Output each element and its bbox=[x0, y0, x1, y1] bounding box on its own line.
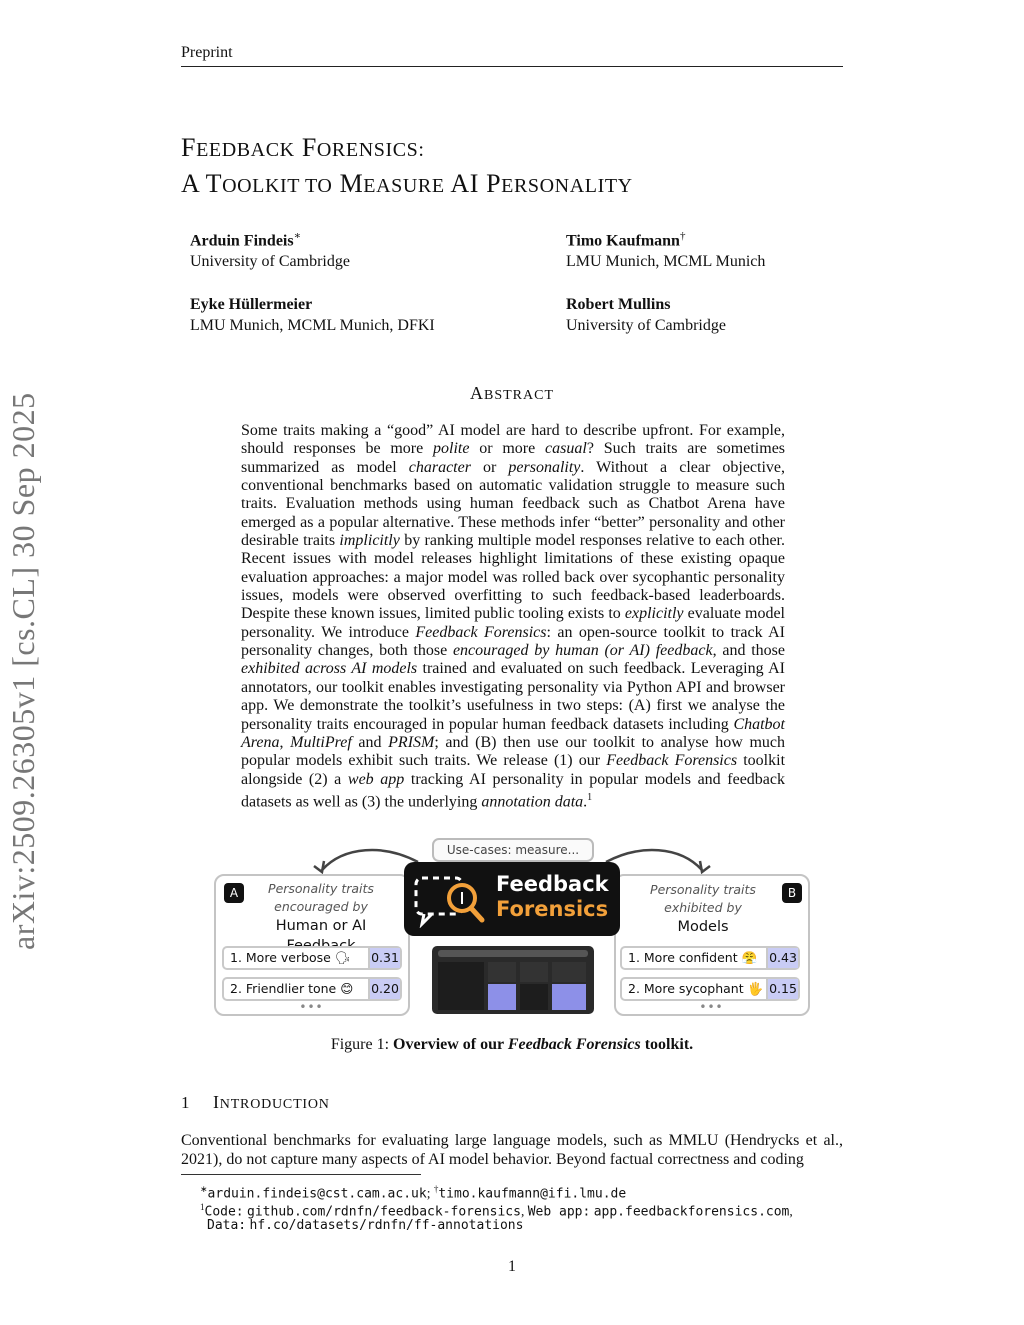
screenshot-urlbar bbox=[438, 950, 588, 957]
logo-line-1: Feedback bbox=[496, 872, 609, 896]
abstract-emph: implicitly bbox=[339, 532, 400, 550]
abstract-text: or more bbox=[469, 440, 546, 458]
feedback-forensics-logo bbox=[404, 862, 620, 936]
abstract-emph: polite bbox=[433, 440, 470, 458]
arxiv-stamp: arXiv:2509.26305v1 [cs.CL] 30 Sep 2025 bbox=[5, 392, 41, 950]
abstract-emph: annotation data bbox=[481, 793, 584, 811]
page-number: 1 bbox=[508, 1258, 516, 1275]
footnote-1: $^1$Code: github.com/rdnfn/feedback-forensics, Web app: app.feedbackforensics.com, bbox=[200, 1202, 793, 1220]
title-line-2: A TOOLKIT TO MEASURE AI PERSONALITY bbox=[181, 169, 633, 198]
author-name: Eyke Hüllermeier bbox=[190, 296, 313, 313]
panel-a-row-2 bbox=[222, 977, 402, 1001]
author-name: Arduin Findeis bbox=[190, 232, 294, 250]
arrow-left bbox=[322, 850, 418, 870]
panel-a-heading bbox=[246, 880, 396, 956]
abstract-emph: Feedback Forensics bbox=[415, 623, 547, 641]
panel-b bbox=[614, 874, 810, 1016]
fn-sep: ; bbox=[426, 1185, 431, 1201]
panel-b-caption-1: Personality traits bbox=[650, 882, 756, 897]
email-2[interactable]: timo.kaufmann@ifi.lmu.de bbox=[438, 1186, 627, 1202]
abstract-emph: Feedback Forensics bbox=[606, 752, 738, 770]
fn-mark: ∗ bbox=[200, 1184, 208, 1194]
arrow-right-head bbox=[700, 861, 710, 872]
abstract-text: . Without a clear objective, conventional benchmarks based on automatic validation struggle to measure such traits. Evaluation methods using human feedback such as Chatbot Arena have emerged as a popular alternative. These methods infer “better” personality and other desirable traits bbox=[241, 458, 786, 550]
abstract-text: and bbox=[351, 733, 389, 751]
author-name: Timo Kaufmann bbox=[566, 232, 680, 250]
footnote-ref[interactable]: 1 bbox=[587, 791, 593, 803]
section-heading: 1 INTRODUCTION bbox=[181, 1092, 330, 1112]
trait-label: 2. Friendlier tone 😊 bbox=[230, 981, 354, 996]
title-line-1: FEEDBACK FORENSICS: bbox=[181, 133, 425, 162]
panel-b-caption-2: exhibited by bbox=[664, 900, 742, 915]
trait-value: 0.20 bbox=[368, 979, 400, 999]
panel-a-badge: A bbox=[224, 883, 244, 903]
author-2 bbox=[566, 226, 765, 272]
abstract-emph: character bbox=[408, 458, 471, 476]
logo-text bbox=[496, 872, 609, 922]
abstract-text: or bbox=[470, 458, 509, 476]
abstract-text: trained and evaluated on such feedback. Leveraging AI annotators, our toolkit enables investigating personality via Python API and browser app. We demonstrate the toolkit’s usefulness in two steps: (A) first we analyse the personality traits encouraged in popular human feedback datasets including bbox=[241, 660, 785, 733]
abstract-emph: MultiPref bbox=[290, 733, 352, 751]
panel-b-more: ••• bbox=[699, 1000, 724, 1014]
web-label: Web app: bbox=[527, 1204, 591, 1220]
abstract-text: . bbox=[583, 793, 588, 811]
screenshot-cell-hl bbox=[552, 984, 586, 1010]
screenshot-cell bbox=[552, 962, 586, 982]
author-name: Robert Mullins bbox=[566, 296, 671, 313]
screenshot-cell bbox=[520, 984, 548, 1010]
header-rule bbox=[181, 66, 843, 67]
running-header: Preprint bbox=[181, 44, 233, 61]
panel-a-more: ••• bbox=[299, 1000, 324, 1014]
code-label: Code: bbox=[204, 1204, 244, 1220]
panel-a-main: Human or AI bbox=[275, 918, 367, 934]
fn-mark: 1 bbox=[200, 1202, 205, 1212]
intro-paragraph: Conventional benchmarks for evaluating large language models, such as MMLU (Hendrycks et al., 2021), do not capture many aspects of AI model behavior. Beyond factual correctness and coding bbox=[181, 1132, 843, 1168]
abstract-emph: encouraged by human (or AI) feedback bbox=[452, 642, 713, 660]
web-link[interactable]: app.feedbackforensics.com bbox=[593, 1204, 790, 1220]
abstract-emph: web app bbox=[347, 770, 405, 788]
author-affiliation: LMU Munich, MCML Munich, DFKI bbox=[190, 317, 435, 334]
trait-value: 0.43 bbox=[766, 948, 798, 968]
data-label: Data: bbox=[207, 1218, 247, 1233]
author-affiliation: LMU Munich, MCML Munich bbox=[566, 253, 766, 271]
trait-label: 2. More sycophant 🖐 bbox=[628, 981, 764, 996]
screenshot-col-1 bbox=[438, 962, 484, 1010]
trait-value: 0.15 bbox=[766, 979, 798, 999]
abstract-text: , bbox=[279, 733, 291, 751]
figure-caption bbox=[0, 1036, 1024, 1054]
panel-b-heading bbox=[628, 881, 778, 937]
screenshot-cell bbox=[488, 962, 516, 982]
abstract-text: evaluate model personality. We introduce bbox=[241, 605, 785, 641]
panel-a-caption-1: Personality traits bbox=[268, 881, 374, 896]
email-1[interactable]: arduin.findeis@cst.cam.ac.uk bbox=[207, 1186, 427, 1202]
footnote-rule bbox=[181, 1174, 421, 1175]
caption-bold: Overview of our bbox=[393, 1036, 508, 1053]
paper-title bbox=[181, 131, 633, 203]
panel-b-badge: B bbox=[782, 883, 802, 903]
panel-a-row-1 bbox=[222, 946, 402, 970]
panel-a bbox=[214, 874, 410, 1016]
trait-label: 1. More verbose 🗣 bbox=[230, 950, 351, 965]
panel-b-row-2 bbox=[620, 977, 800, 1001]
abstract-text: : an open-source toolkit to track AI personality changes, both those bbox=[241, 623, 786, 660]
magnifier-chat-icon bbox=[412, 872, 492, 928]
author-affiliation: University of Cambridge bbox=[566, 317, 726, 334]
section-number: 1 bbox=[181, 1093, 191, 1112]
abstract-emph: casual bbox=[545, 440, 587, 458]
abstract-text: ; and (B) then use our toolkit to analyse how much popular models exhibit such traits. We release (1) our bbox=[241, 733, 786, 770]
abstract-text: , and those bbox=[712, 642, 786, 660]
author-affiliation: University of Cambridge bbox=[190, 253, 350, 271]
abstract-emph: exhibited across AI models bbox=[241, 660, 418, 678]
screenshot-cell bbox=[520, 962, 548, 982]
fn-mark: † bbox=[433, 1184, 439, 1194]
trait-value: 0.31 bbox=[368, 948, 400, 968]
footnote-1-cont bbox=[207, 1216, 523, 1234]
figure-1 bbox=[214, 836, 810, 1020]
abstract-text: by ranking multiple model responses relative to each other. Recent issues with model releases highlight limitations of these existing opaque evaluation approaches: a major model was rolled back over sycophantic personality issues, models were observed overfitting to such feedback-based leaderboards. Despite these known issues, limited public tooling exists to bbox=[241, 532, 785, 623]
logo-line-2: Forensics bbox=[496, 897, 609, 921]
abstract-emph: Chatbot Arena bbox=[241, 715, 785, 751]
panel-a-caption-2: encouraged by bbox=[274, 899, 368, 914]
panel-b-main: Models bbox=[677, 919, 729, 935]
usecase-label: Use-cases: measure... bbox=[432, 838, 594, 862]
author-3 bbox=[190, 294, 435, 336]
arrow-left-head bbox=[314, 861, 324, 872]
code-link[interactable]: github.com/rdnfn/feedback-forensics bbox=[247, 1204, 521, 1220]
panel-b-row-1 bbox=[620, 946, 800, 970]
abstract-emph: personality bbox=[508, 458, 581, 476]
abstract-text: Some traits making a “good” AI model are hard to describe upfront. For example, should responses be more bbox=[241, 422, 785, 458]
abstract-text: toolkit alongside (2) a bbox=[241, 752, 786, 788]
author-4 bbox=[566, 294, 726, 336]
abstract-emph: explicitly bbox=[624, 605, 684, 623]
author-1 bbox=[190, 226, 350, 272]
app-screenshot bbox=[432, 946, 594, 1014]
author-mark: † bbox=[679, 230, 686, 242]
arrow-right bbox=[606, 850, 702, 870]
abstract-text: tracking AI personality in popular models and feedback datasets as well as (3) the underlying bbox=[241, 770, 786, 811]
trait-label: 1. More confident 😤 bbox=[628, 950, 758, 965]
abstract-text: ? Such traits are sometimes summarized as model bbox=[241, 440, 786, 476]
caption-bold-end: toolkit. bbox=[640, 1036, 694, 1053]
caption-bold-italic: Feedback Forensics bbox=[507, 1036, 641, 1053]
caption-prefix: Figure 1: bbox=[330, 1036, 394, 1053]
abstract-body bbox=[241, 422, 785, 812]
abstract-emph: PRISM bbox=[388, 733, 435, 751]
abstract-heading: ABSTRACT bbox=[469, 383, 554, 403]
screenshot-cell-hl bbox=[488, 984, 516, 1010]
author-mark: ∗ bbox=[293, 230, 302, 242]
data-link[interactable]: hf.co/datasets/rdnfn/ff-annotations bbox=[249, 1218, 524, 1233]
